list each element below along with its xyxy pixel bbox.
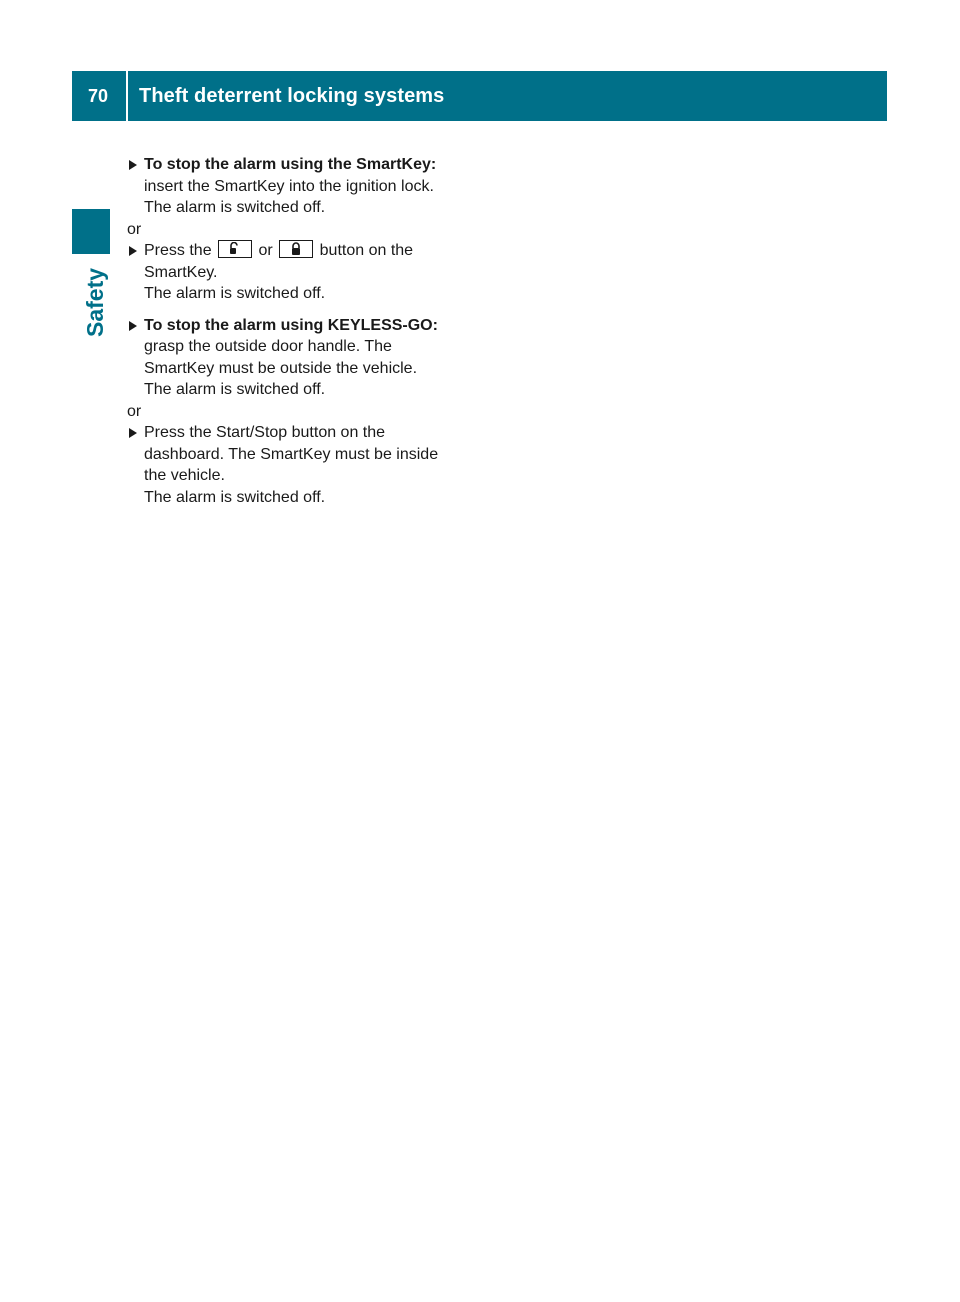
step-text: SmartKey must be outside the vehicle. — [144, 359, 418, 377]
page-header — [72, 71, 887, 121]
step-press-button — [127, 240, 472, 305]
or-separator: or — [127, 402, 142, 420]
or-separator: or — [127, 220, 142, 238]
side-tab-label: Safety — [82, 267, 108, 337]
step-result: The alarm is switched off. — [144, 381, 326, 398]
step-text: Press the or button on the — [144, 242, 414, 259]
page-number: 70 — [87, 85, 109, 106]
step-arrow-icon — [129, 321, 137, 331]
step-result: The alarm is switched off. — [144, 285, 326, 302]
page-title: Theft deterrent locking systems — [139, 84, 445, 107]
step-text: dashboard. The SmartKey must be inside — [144, 445, 439, 463]
step-text: grasp the outside door handle. The — [144, 338, 392, 355]
lock-icon — [279, 240, 313, 258]
step-arrow-icon — [129, 246, 137, 256]
step-arrow-icon — [129, 428, 137, 438]
unlock-icon — [218, 240, 252, 258]
step-result: The alarm is switched off. — [144, 488, 326, 506]
content-body — [127, 154, 472, 508]
step-start-stop — [127, 422, 472, 508]
step-keyless-go — [127, 315, 472, 401]
step-arrow-icon — [129, 160, 137, 170]
step-text: Press the Start/Stop button on the — [144, 424, 386, 441]
step-result: The alarm is switched off. — [144, 199, 326, 216]
header-divider — [126, 71, 128, 121]
step-text: the vehicle. — [144, 467, 225, 484]
step-heading: To stop the alarm using KEYLESS-GO: — [144, 316, 438, 334]
side-tab-marker — [72, 209, 110, 254]
step-text: insert the SmartKey into the ignition lock. — [144, 177, 434, 195]
step-smartkey — [127, 154, 472, 219]
step-text: SmartKey. — [144, 263, 218, 281]
step-heading: To stop the alarm using the SmartKey: — [144, 156, 437, 173]
